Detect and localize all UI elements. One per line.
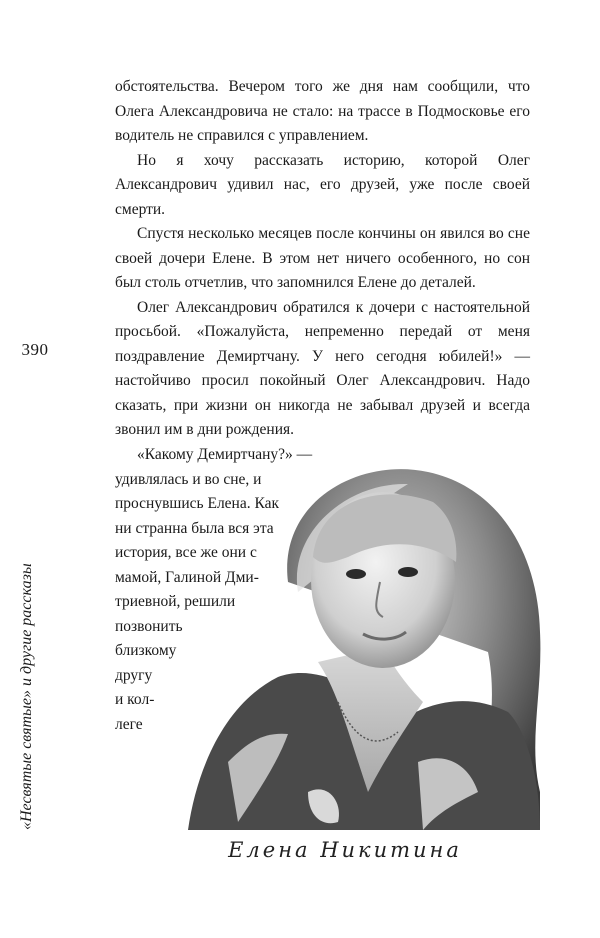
text-line: мамой, Галиной Дми- [115,568,259,586]
paragraph: Олег Александрович обратился к дочери с настоятельной просьбой. «Пожалуйста, непременно передай от меня поздравление Демиртчану. У него сегодня юбилей!» — настойчиво просил покойный Олег Александрович. Надо сказать, при жизни он никогда не забывал друзей и всегда звонил им в дни рождения. [115,298,530,438]
text-line: «Какому Демиртчану?» — [137,446,313,463]
running-title: «Несвятые святые» и другие рассказы [18,563,35,830]
text-line: близкому [115,642,177,659]
text-line: ни странна была вся эта [115,519,274,537]
paragraph: Но я хочу рассказать историю, которой Олег Александрович удивил нас, его друзей, уже после своей смерти. [115,151,530,218]
text-line: триевной, решили [115,593,236,610]
signature: Елена Никитина [228,838,462,862]
text-line: и кол- [115,691,155,708]
page-number: 390 [21,340,49,359]
text-line: история, все же они с [115,544,257,561]
main-text [115,75,530,443]
text-line: леге [115,715,143,733]
paragraph: обстоятельства. Вечером того же дня нам сообщили, что Олега Александровича не стало: на трассе в Подмосковье его водитель не справился с управлением. [115,78,530,144]
paragraph: Спустя несколько месяцев после кончины он явился во сне своей дочери Елене. В этом нет ничего особенного, но сон был столь отчетлив, что запомнился Елене до деталей. [115,225,530,291]
text-line: проснувшись Елена. Как [115,495,280,512]
text-line: позвонить [115,617,183,635]
text-line: удивлялась и во сне, и [115,470,262,488]
text-line: другу [115,666,153,684]
portrait-photo [168,462,548,830]
